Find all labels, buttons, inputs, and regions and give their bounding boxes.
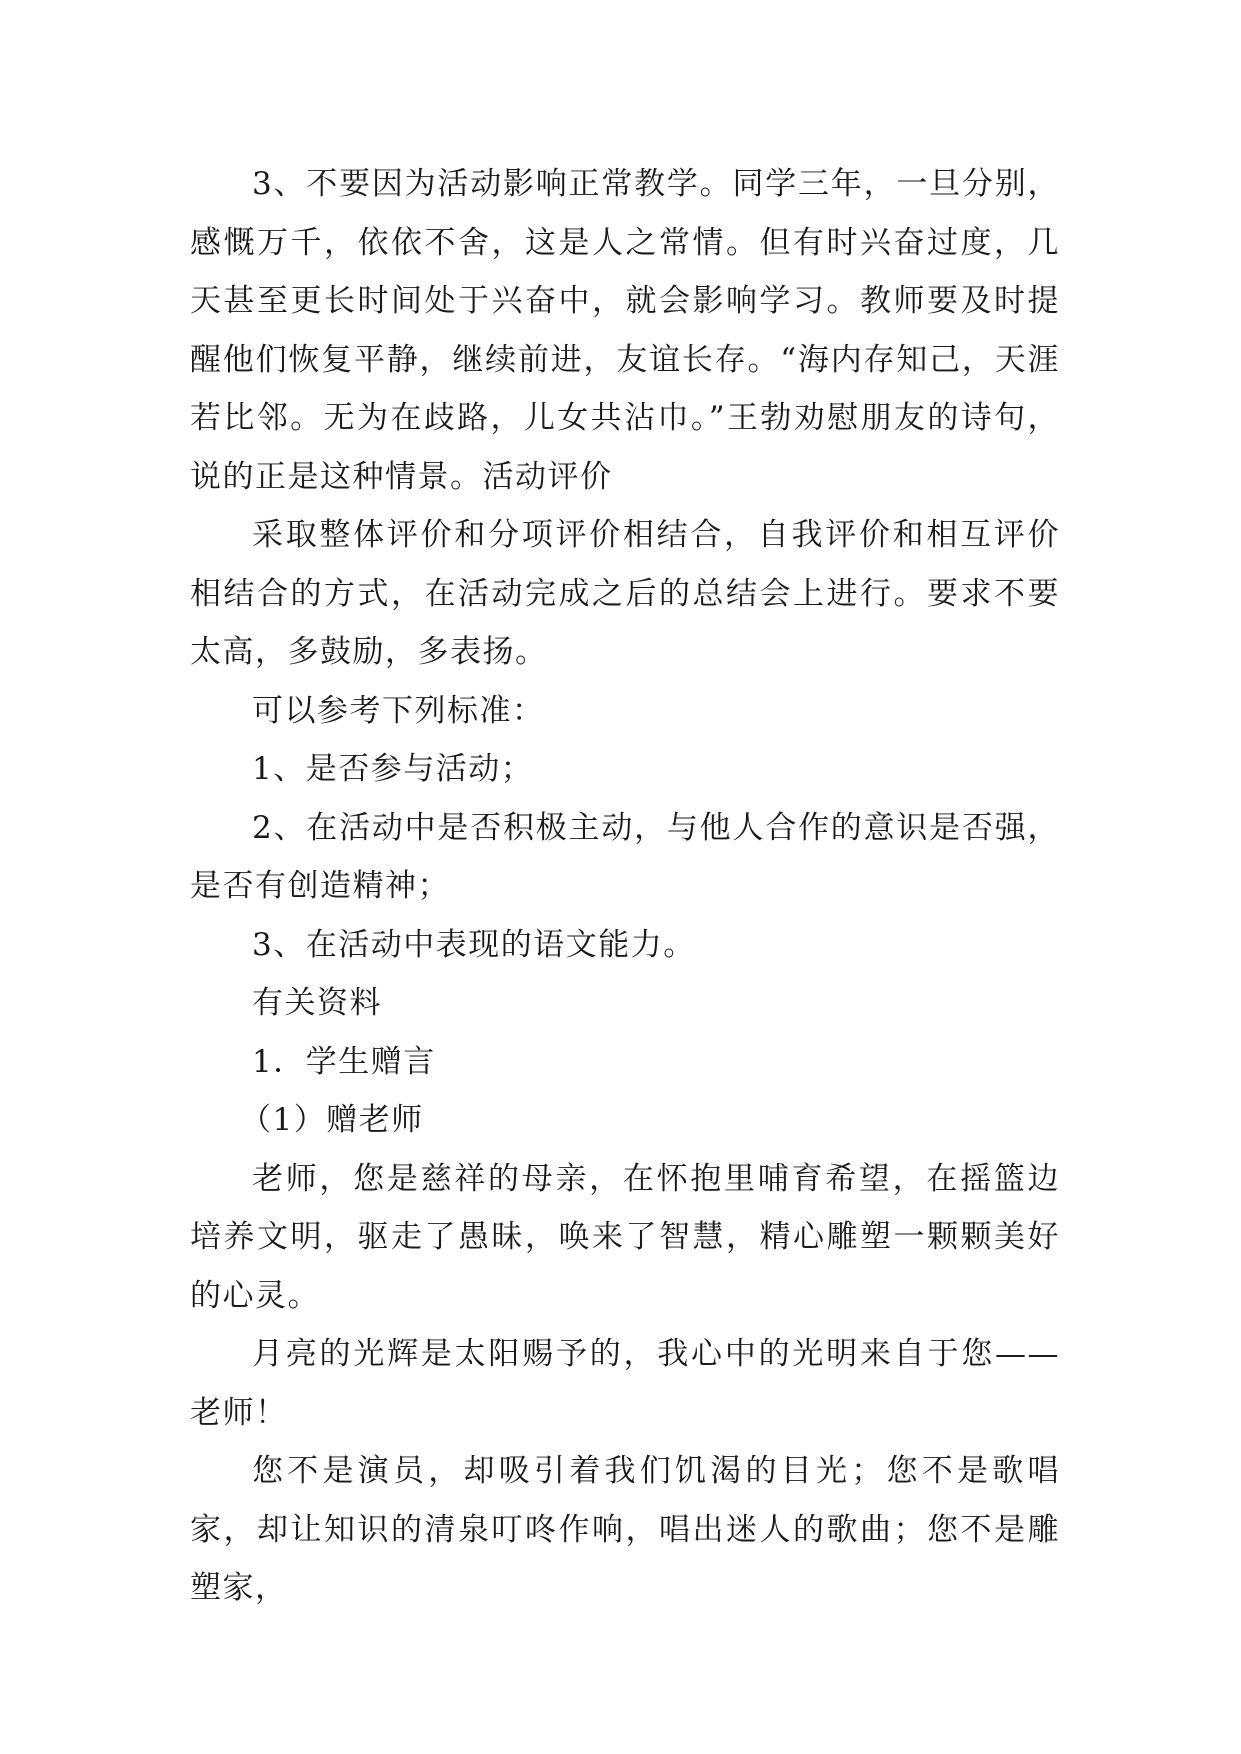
- criteria-item-1: 1、是否参与活动；: [252, 751, 534, 787]
- subheading-to-teacher: （1）赠老师: [240, 1102, 424, 1138]
- paragraph-teacher-mother: 老师，您是慈祥的母亲，在怀抱里哺育希望，在摇篮边培养文明，驱走了愚昧，唤来了智慧，精心雕塑一颗颗美好的心灵。: [190, 1160, 1060, 1314]
- criteria-item-3: 3、在活动中表现的语文能力。: [252, 926, 696, 963]
- paragraph-evaluation-method: 采取整体评价和分项评价相结合，自我评价和相互评价相结合的方式，在活动完成之后的总结会上进行。要求不要太高，多鼓励，多表扬。: [190, 517, 1060, 670]
- criteria-item-2: 2、在活动中是否积极主动，与他人合作的意识是否强，是否有创造精神；: [190, 809, 1060, 904]
- paragraph-not-actor: 您不是演员，却吸引着我们饥渴的目光；您不是歌唱家，却让知识的清泉叮咚作响，唱出迷人的歌曲；您不是雕塑家，: [190, 1453, 1060, 1606]
- section-heading-materials: 有关资料: [252, 985, 382, 1021]
- document-page: [190, 155, 1060, 1618]
- paragraph-item-3: 3、不要因为活动影响正常教学。同学三年，一旦分别，感慨万千，依依不舍，这是人之常情。但有时兴奋过度，几天甚至更长时间处于兴奋中，就会影响学习。教师要及时提醒他们恢复平静，继续前进，友谊长存。“海内存知己，天涯若比邻。无为在歧路，儿女共沾巾。”王勃劝慰朋友的诗句，说的正是这种情景。活动评价: [190, 166, 1060, 495]
- paragraph-criteria-intro: 可以参考下列标准：: [252, 692, 545, 729]
- paragraph-moonlight: 月亮的光辉是太阳赐予的，我心中的光明来自于您——老师！: [190, 1336, 1060, 1431]
- subheading-student-messages: 1．学生赠言: [252, 1043, 436, 1080]
